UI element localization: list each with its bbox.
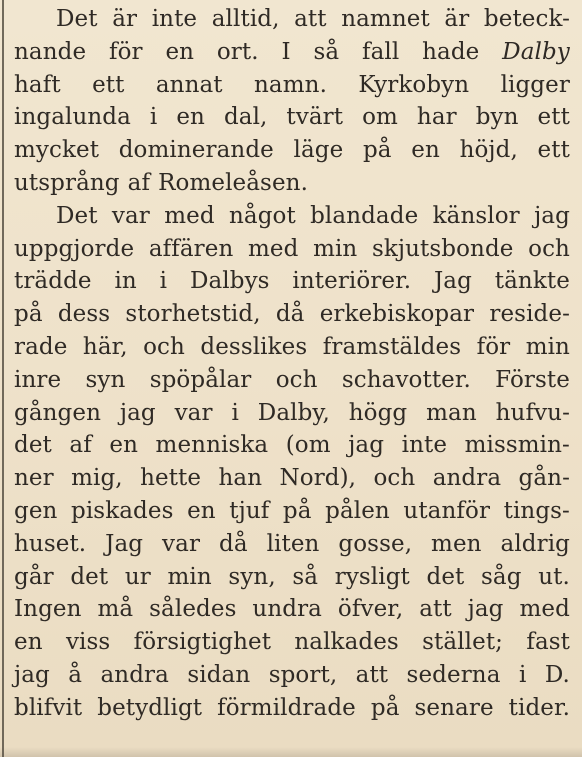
word: må [97,596,134,623]
text-line [14,134,570,167]
text-line [14,69,570,102]
word: Ingen [14,596,82,623]
word: jag [348,432,385,459]
word: hufvu- [495,399,570,426]
word: hette [140,465,202,492]
word: viss [65,629,111,656]
text-line [14,561,570,594]
page-bottom-edge [0,747,582,757]
word: var [111,202,150,229]
word: schavotter. [341,366,471,393]
word: Jag [433,268,472,295]
word: en [187,497,216,524]
word: han [218,465,263,492]
text-line [14,593,570,626]
word: framstäldes [322,333,462,360]
word: stället; [422,629,504,656]
word: utsprång [14,169,120,196]
word: blifvit [14,694,83,721]
text-line [14,659,570,692]
place-name-dalby: Dalby [502,38,570,65]
word: I [281,38,291,65]
word: Förste [495,366,570,393]
word: är [112,6,138,32]
word: med [248,235,299,262]
word: och [275,366,318,393]
text-line [14,233,570,266]
word: höjd, [459,137,518,164]
word: i [159,268,168,295]
word: Dalby, [257,399,330,426]
word: fall [361,38,400,65]
word: annat [155,71,223,98]
word: syn, [228,563,276,590]
word: för [108,38,143,65]
word: ingalunda [14,104,131,131]
word: Dalbys [189,268,270,295]
word: in [114,268,137,295]
word: således [149,596,237,623]
word: tjuf [229,497,270,524]
word: men [431,530,482,557]
word: mig, [71,465,123,492]
word: här, [82,333,128,360]
word: förmildrade [217,694,356,721]
word: då [219,530,248,557]
word: undra [252,596,322,623]
word: storhetstid, [125,301,261,328]
word: går [14,563,54,590]
word: Romeleåsen. [158,169,308,196]
word: så [292,563,319,590]
word: af [69,432,92,459]
word: högg [348,399,408,426]
word: namnet [341,6,430,32]
word: ur [124,563,151,590]
word: dess [57,301,111,328]
word: utanför [403,497,491,524]
word: tider. [508,694,570,721]
word: missmin- [464,432,570,459]
word: Jag [105,530,144,557]
word: med [519,596,570,623]
word: menniska [155,432,269,459]
word: uppgjorde [14,235,135,262]
word: alltid, [211,6,280,32]
word: mycket [14,137,100,164]
text-line [14,495,570,528]
word: i [231,399,239,426]
word: var [162,530,201,557]
word: ort. [216,38,259,65]
word: på [362,137,392,164]
paragraph-1 [14,3,570,200]
word: å [68,661,83,688]
word: det [70,563,109,590]
word: nande [14,38,87,65]
word: i [149,104,158,131]
word: var [174,399,213,426]
word: gen [14,497,58,524]
word: beteck- [483,6,570,32]
word: sport, [268,661,338,688]
word: (om [285,432,331,459]
word: betydligt [97,694,203,721]
text-line [14,364,570,397]
word: är [444,6,470,32]
word: namn. [254,71,327,98]
word: man [426,399,477,426]
text-line [14,528,570,561]
word: och [528,235,570,262]
text-line [14,429,570,462]
word: att [294,6,327,32]
text-line [14,626,570,659]
word: interiörer. [292,268,412,295]
text-line [14,167,570,200]
word: med [164,202,215,229]
word: inte [401,432,448,459]
word: Kyrkobyn [358,71,470,98]
word: jag [467,596,504,623]
word: desslikes [200,333,308,360]
word: min [167,563,212,590]
word: försigtighet [133,629,272,656]
text-line [14,331,570,364]
word: om [362,104,398,131]
word: pålen [325,497,390,524]
article-column [14,3,570,725]
word: på [14,301,43,328]
column-rule [2,0,4,757]
word: D. [544,661,570,688]
word: rysligt [334,563,410,590]
word: en [411,137,440,164]
text-line [14,298,570,331]
word: min [525,333,570,360]
word: inte [151,6,198,32]
word: aldrig [500,530,570,557]
word: och [373,465,416,492]
text-line [14,3,570,36]
word: en [176,104,205,131]
word: erkebiskopar [319,301,475,328]
word: tings- [503,497,570,524]
word: ett [537,104,570,131]
word: andra [100,661,169,688]
word: i [518,661,527,688]
word: ett [537,137,570,164]
text-line [14,200,570,233]
word: reside- [489,301,570,328]
word: af [127,169,151,196]
word: ner [14,465,54,492]
word: spöpålar [149,366,252,393]
word: rade [14,333,68,360]
word: känslor [432,202,520,229]
word: sidan [187,661,251,688]
word: gången [14,399,101,426]
text-line [14,265,570,298]
word: dal, [223,104,268,131]
text-line [14,101,570,134]
word: Det [56,6,98,32]
word: har [416,104,457,131]
text-line [14,397,570,430]
word: tvärt [286,104,344,131]
word: trädde [14,268,92,295]
word: jag [14,661,50,688]
word: då [275,301,305,328]
word: det [426,563,465,590]
word: liten [266,530,320,557]
word: min [313,235,358,262]
word: att [355,661,389,688]
word: haft [14,71,61,98]
word: på [282,497,312,524]
word: såg [481,563,522,590]
word: och [143,333,185,360]
word: tänkte [494,268,570,295]
word: öfver, [337,596,404,623]
word: Det [56,202,98,229]
word: byn [475,104,519,131]
word: en [109,432,139,459]
word: andra [432,465,502,492]
word: senare [414,694,494,721]
word: att [419,596,452,623]
word: så [313,38,340,65]
word: piskades [71,497,174,524]
word: det [14,432,52,459]
word: på [370,694,400,721]
word: ut. [538,563,570,590]
word: hade [422,38,480,65]
word: Nord), [279,465,357,492]
paragraph-2 [14,200,570,725]
text-line [14,692,570,725]
word: läge [293,137,344,164]
word: för [476,333,511,360]
word: affären [148,235,234,262]
word: gosse, [338,530,413,557]
word: fast [526,629,570,656]
word: huset. [14,530,87,557]
word: sederna [406,661,501,688]
word: skjutsbonde [371,235,514,262]
word: inre [14,366,62,393]
word: ligger [500,71,570,98]
word: gån- [518,465,570,492]
text-line [14,36,570,69]
word: syn [85,366,126,393]
word: en [165,38,195,65]
word: jag [534,202,570,229]
word: något [228,202,296,229]
word: ett [92,71,125,98]
word: jag [119,399,156,426]
word: blandade [310,202,419,229]
word: dominerande [118,137,274,164]
word: en [14,629,43,656]
word: nalkades [294,629,399,656]
text-line [14,462,570,495]
